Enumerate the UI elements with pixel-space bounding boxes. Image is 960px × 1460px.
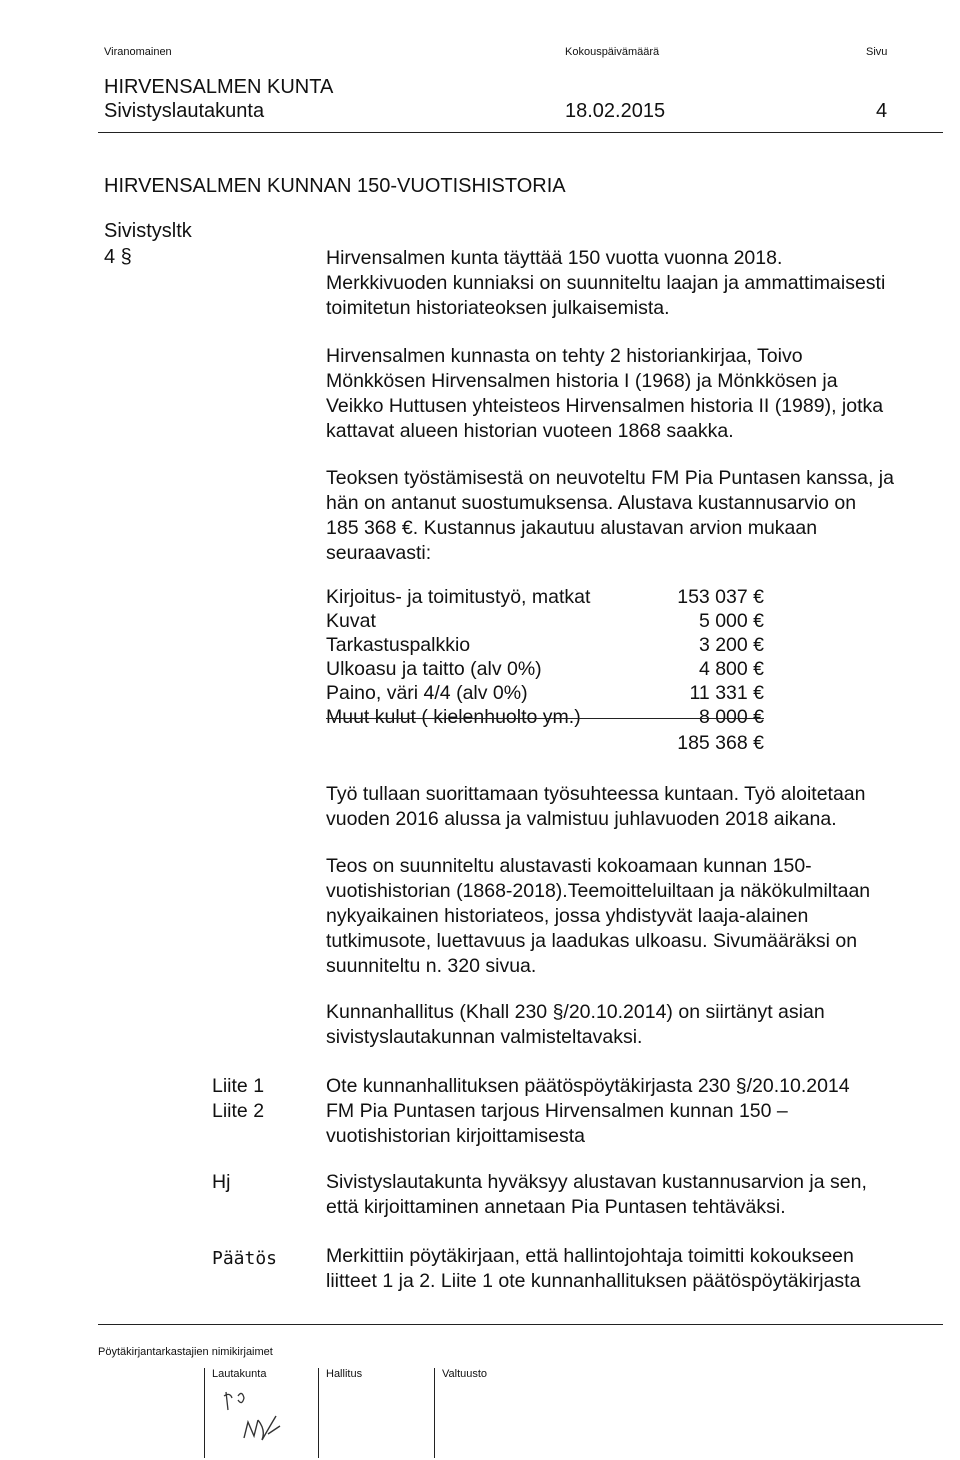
header-rule: [98, 132, 943, 133]
cost-value: 11 331 €: [689, 682, 764, 704]
paragraph-history: [326, 344, 946, 444]
footer-rule: [98, 1324, 943, 1325]
text-line: liitteet 1 ja 2. Liite 1 ote kunnanhallituksen päätöspöytäkirjasta: [326, 1270, 861, 1292]
cost-label: Muut kulut ( kielenhuolto ym.): [326, 706, 581, 728]
board-name: Sivistyslautakunta: [104, 100, 265, 122]
attachment-label-2: Liite 2: [212, 1100, 265, 1122]
cost-value: 5 000 €: [698, 610, 764, 632]
cost-label: Paino, väri 4/4 (alv 0%): [326, 682, 528, 704]
document-title: HIRVENSALMEN KUNNAN 150-VUOTISHISTORIA: [104, 175, 566, 197]
paragraph-referral: [326, 1000, 946, 1050]
cost-label: Ulkoasu ja taitto (alv 0%): [326, 658, 542, 680]
cost-total-row: [326, 732, 776, 756]
cost-label: Tarkastuspalkkio: [326, 634, 471, 656]
text-line: hän on antanut suostumuksensa. Alustava kustannusarvio on: [326, 492, 857, 514]
cost-row: [326, 586, 776, 610]
text-line: kattavat alueen historian vuoteen 1868 saakka.: [326, 420, 734, 442]
signature-column-divider: [204, 1368, 205, 1458]
text-line: toimitetun historiateoksen julkaisemista.: [326, 297, 670, 319]
text-line: vuotishistorian kirjoittamisesta: [326, 1125, 586, 1147]
authority-label: Viranomainen: [104, 46, 172, 58]
municipality-name: HIRVENSALMEN KUNTA: [104, 76, 334, 98]
paragraph-employment: [326, 782, 946, 832]
text-line: Merkkivuoden kunniaksi on suunniteltu laajan ja ammattimaisesti: [326, 272, 886, 294]
text-line: Teos on suunniteltu alustavasti kokoamaan kunnan 150-: [326, 855, 812, 877]
text-line: Hirvensalmen kunta täyttää 150 vuotta vuonna 2018.: [326, 247, 783, 269]
attachment-text-1: [326, 1074, 946, 1099]
cost-row: [326, 682, 776, 706]
text-line: FM Pia Puntasen tarjous Hirvensalmen kunnan 150 –: [326, 1100, 788, 1122]
text-line: tutkimusote, luettavuus ja laadukas ulkoasu. Sivumääräksi on: [326, 930, 858, 952]
cost-row: [326, 634, 776, 658]
text-line: 185 368 €. Kustannus jakautuu alustavan arvion mukaan: [326, 517, 818, 539]
cost-label: Kirjoitus- ja toimitustyö, matkat: [326, 586, 591, 608]
page-number: 4: [876, 100, 888, 122]
signature-column-divider: [318, 1368, 319, 1458]
paragraph-negotiation: [326, 466, 946, 566]
signature-column-divider: [434, 1368, 435, 1458]
attachment-label-1: Liite 1: [212, 1075, 265, 1097]
text-line: vuotishistorian (1868-2018).Teemoitteluiltaan ja näkökulmiltaan: [326, 880, 871, 902]
cost-value: 4 800 €: [698, 658, 764, 680]
text-line: sivistyslautakunnan valmisteltavaksi.: [326, 1026, 643, 1048]
cost-value: 153 037 €: [677, 586, 764, 608]
proposal-label: Hj: [212, 1171, 231, 1193]
attachment-text-2: [326, 1099, 946, 1149]
cost-total: 185 368 €: [677, 732, 764, 754]
text-line: Merkittiin pöytäkirjaan, että hallintojohtaja toimitti kokoukseen: [326, 1245, 854, 1267]
footer-title: Pöytäkirjantarkastajien nimikirjaimet: [98, 1346, 273, 1358]
cost-row: [326, 658, 776, 682]
text-line: Teoksen työstämisestä on neuvoteltu FM Pia Puntasen kanssa, ja: [326, 467, 894, 489]
footer-column-government: Hallitus: [326, 1368, 363, 1380]
text-line: seuraavasti:: [326, 542, 432, 564]
footer-column-board: Lautakunta: [212, 1368, 267, 1380]
cost-label: Kuvat: [326, 610, 376, 632]
text-line: Mönkkösen Hirvensalmen historia I (1968) ja Mönkkösen ja: [326, 370, 838, 392]
text-line: Sivistyslautakunta hyväksyy alustavan kustannusarvion ja sen,: [326, 1171, 867, 1193]
text-line: Kunnanhallitus (Khall 230 §/20.10.2014) on siirtänyt asian: [326, 1001, 825, 1023]
decision-text: [326, 1244, 946, 1294]
paragraph-intro: [326, 246, 946, 321]
cost-row: [326, 610, 776, 634]
page-label: Sivu: [866, 46, 888, 58]
date-label: Kokouspäivämäärä: [565, 46, 660, 58]
decision-label: Päätös: [212, 1248, 278, 1269]
text-line: vuoden 2016 alussa ja valmistuu juhlavuoden 2018 aikana.: [326, 808, 837, 830]
text-line: Ote kunnanhallituksen päätöspöytäkirjasta 230 §/20.10.2014: [326, 1075, 850, 1097]
handwritten-initials-signature: [222, 1386, 292, 1454]
paragraph-work-description: [326, 854, 946, 979]
meeting-date: 18.02.2015: [565, 100, 666, 122]
cost-value: 3 200 €: [698, 634, 764, 656]
footer-column-council: Valtuusto: [442, 1368, 488, 1380]
section-body-label: Sivistysltk: [104, 220, 192, 242]
text-line: että kirjoittaminen annetaan Pia Puntasen tehtäväksi.: [326, 1196, 786, 1218]
text-line: Työ tullaan suorittamaan työsuhteessa kuntaan. Työ aloitetaan: [326, 783, 866, 805]
text-line: Veikko Huttusen yhteisteos Hirvensalmen historia II (1989), jotka: [326, 395, 884, 417]
proposal-text: [326, 1170, 946, 1220]
text-line: nykyaikainen historiateos, jossa yhdistyvät laaja-alainen: [326, 905, 809, 927]
text-line: Hirvensalmen kunnasta on tehty 2 historiankirjaa, Toivo: [326, 345, 803, 367]
text-line: suunniteltu n. 320 sivua.: [326, 955, 537, 977]
cost-sum-rule: [326, 718, 764, 719]
section-number: 4 §: [104, 246, 132, 268]
cost-value: 8 000 €: [698, 706, 764, 728]
